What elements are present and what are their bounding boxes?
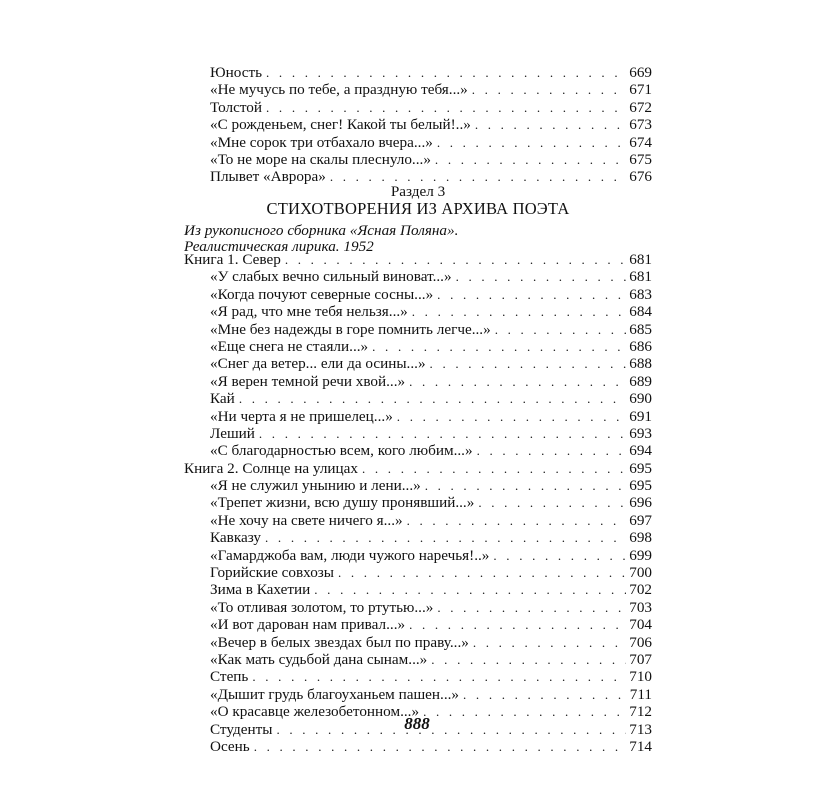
- section-title: СТИХОТВОРЕНИЯ ИЗ АРХИВА ПОЭТА: [266, 199, 570, 218]
- dot-leader: [239, 390, 626, 407]
- dot-leader: [437, 599, 626, 616]
- entry-title: «С рожденьем, снег! Какой ты белый!..»: [210, 116, 471, 134]
- toc-entry: [184, 151, 652, 168]
- entry-title: Кавказу: [210, 529, 262, 547]
- entry-title: Степь: [210, 668, 249, 686]
- toc-entry: [184, 477, 652, 494]
- entry-page: 676: [629, 168, 652, 186]
- entry-page: 710: [629, 668, 652, 686]
- toc-entry: [184, 390, 652, 407]
- entry-title: Зима в Кахетии: [210, 581, 311, 599]
- toc-entry: [184, 564, 652, 581]
- dot-leader: [266, 99, 626, 116]
- toc-entry: [184, 651, 652, 668]
- book-title: Книга 2. Солнце на улицах: [184, 459, 358, 477]
- dot-leader: [259, 425, 626, 442]
- dot-leader: [409, 373, 626, 390]
- entry-page: 707: [629, 650, 652, 668]
- toc-entry: [184, 134, 652, 151]
- entry-page: 706: [629, 633, 652, 651]
- entry-page: 674: [629, 133, 652, 151]
- dot-leader: [472, 81, 626, 98]
- toc-entry: [184, 408, 652, 425]
- dot-leader: [314, 581, 626, 598]
- book-heading: [184, 251, 652, 268]
- entry-title: «С благодарностью всем, кого любим...»: [210, 442, 473, 460]
- toc-entry: [184, 494, 652, 511]
- entry-title: «То не море на скалы плеснуло...»: [210, 150, 431, 168]
- entry-page: 669: [629, 64, 652, 81]
- entry-title: «Трепет жизни, всю душу пронявший...»: [210, 494, 475, 512]
- entry-page: 681: [629, 268, 652, 286]
- book-page-number: 695: [629, 459, 652, 477]
- dot-leader: [475, 116, 626, 133]
- toc-entry: [184, 599, 652, 616]
- entry-page: 713: [629, 720, 652, 738]
- entry-page: 695: [629, 477, 652, 495]
- dot-leader: [372, 338, 626, 355]
- toc-top-list: [184, 64, 652, 186]
- toc-entry: [184, 425, 652, 442]
- entry-page: 675: [629, 150, 652, 168]
- toc-entry: [184, 738, 652, 755]
- entry-page: 712: [629, 703, 652, 721]
- entry-page: 702: [629, 581, 652, 599]
- entry-title: «Вечер в белых звездах был по праву...»: [210, 633, 469, 651]
- entry-page: 691: [629, 407, 652, 425]
- entry-title: «Еще снега не стаяли...»: [210, 337, 369, 355]
- entry-title: «Мне без надежды в горе помнить легче...»: [210, 320, 491, 338]
- entry-page: 689: [629, 372, 652, 390]
- toc-entry: [184, 64, 652, 81]
- entry-page: 672: [629, 98, 652, 116]
- entry-page: 698: [629, 529, 652, 547]
- entry-title: «Мне сорок три отбахало вчера...»: [210, 133, 433, 151]
- toc-entry: [184, 355, 652, 372]
- dot-leader: [477, 442, 627, 459]
- dot-leader: [437, 286, 626, 303]
- dot-leader: [456, 268, 627, 285]
- entry-page: 700: [629, 564, 652, 582]
- dot-leader: [430, 355, 627, 372]
- entry-page: 683: [629, 285, 652, 303]
- entry-page: 699: [629, 546, 652, 564]
- dot-leader: [431, 651, 626, 668]
- page-number: 888: [404, 714, 430, 733]
- book-title: Книга 1. Север: [184, 251, 281, 268]
- entry-title: «Снег да ветер... ели да осины...»: [210, 355, 426, 373]
- dot-leader: [437, 134, 626, 151]
- entry-page: 686: [629, 337, 652, 355]
- entry-title: «Когда почуют северные сосны...»: [210, 285, 434, 303]
- toc-entry: [184, 99, 652, 116]
- entry-title: «Не хочу на свете ничего я...»: [210, 511, 403, 529]
- dot-leader: [495, 321, 627, 338]
- entry-title: «О красавце железобетонном...»: [210, 703, 420, 721]
- toc-entry: [184, 321, 652, 338]
- section-label: Раздел 3: [390, 183, 446, 200]
- toc-entry: [184, 373, 652, 390]
- collection-subnote: Реалистическая лирика. 1952: [184, 238, 374, 255]
- entry-title: Студенты: [210, 720, 273, 738]
- toc-entry: [184, 616, 652, 633]
- entry-title: «Ни черта я не пришелец...»: [210, 407, 393, 425]
- toc-entry: [184, 547, 652, 564]
- toc-entry: [184, 338, 652, 355]
- dot-leader: [285, 251, 626, 268]
- entry-page: 711: [629, 685, 652, 703]
- entry-page: 704: [629, 616, 652, 634]
- toc-entry: [184, 442, 652, 459]
- entry-title: Горийские совхозы: [210, 564, 334, 582]
- dot-leader: [397, 408, 626, 425]
- toc-entry: [184, 512, 652, 529]
- entry-title: «То отливая золотом, то ртутью...»: [210, 598, 434, 616]
- book-page-number: 681: [629, 251, 652, 268]
- toc-entry: [184, 634, 652, 651]
- entry-title: Кай: [210, 390, 235, 408]
- dot-leader: [266, 64, 626, 81]
- dot-leader: [362, 460, 626, 477]
- entry-page: 684: [629, 303, 652, 321]
- dot-leader: [412, 303, 626, 320]
- entry-page: 714: [629, 737, 652, 755]
- dot-leader: [252, 668, 626, 685]
- dot-leader: [493, 547, 626, 564]
- entry-page: 703: [629, 598, 652, 616]
- dot-leader: [409, 616, 626, 633]
- entry-title: «Дышит грудь благоуханьем пашен...»: [210, 685, 460, 703]
- toc-entry: [184, 286, 652, 303]
- dot-leader: [463, 686, 627, 703]
- entry-title: Осень: [210, 737, 250, 755]
- entry-title: Леший: [210, 424, 255, 442]
- entry-title: «Я рад, что мне тебя нельзя...»: [210, 303, 408, 321]
- toc-entry: [184, 668, 652, 685]
- entry-title: Плывет «Аврора»: [210, 168, 326, 186]
- dot-leader: [425, 477, 627, 494]
- collection-note: Из рукописного сборника «Ясная Поляна».: [184, 222, 459, 239]
- entry-page: 685: [629, 320, 652, 338]
- entry-page: 688: [629, 355, 652, 373]
- entry-title: «Я не служил унынию и лени...»: [210, 477, 421, 495]
- dot-leader: [435, 151, 626, 168]
- toc-entry: [184, 686, 652, 703]
- toc-entry: [184, 268, 652, 285]
- dot-leader: [478, 494, 626, 511]
- dot-leader: [254, 738, 627, 755]
- entry-title: «У слабых вечно сильный виноват...»: [210, 268, 452, 286]
- entry-page: 690: [629, 390, 652, 408]
- entry-title: «Я верен темной речи хвой...»: [210, 372, 406, 390]
- entry-page: 671: [629, 81, 652, 99]
- entry-page: 693: [629, 424, 652, 442]
- toc-entry: [184, 81, 652, 98]
- toc-entry: [184, 303, 652, 320]
- entry-page: 697: [629, 511, 652, 529]
- toc-entry: [184, 529, 652, 546]
- dot-leader: [338, 564, 626, 581]
- entry-title: Толстой: [210, 98, 263, 116]
- dot-leader: [407, 512, 627, 529]
- entry-page: 696: [629, 494, 652, 512]
- toc-entry: [184, 116, 652, 133]
- dot-leader: [473, 634, 626, 651]
- entry-title: Юность: [210, 64, 263, 81]
- toc-entry: [184, 581, 652, 598]
- entry-title: «Гамарджоба вам, люди чужого наречья!..»: [210, 546, 490, 564]
- entry-title: «Не мучусь по тебе, а праздную тебя...»: [210, 81, 468, 99]
- entry-title: «И вот дарован нам привал...»: [210, 616, 406, 634]
- entry-page: 694: [629, 442, 652, 460]
- dot-leader: [265, 529, 626, 546]
- entry-title: «Как мать судьбой дана сынам...»: [210, 650, 428, 668]
- book-heading: [184, 460, 652, 477]
- entry-page: 673: [629, 116, 652, 134]
- toc-archive-list: [184, 251, 652, 755]
